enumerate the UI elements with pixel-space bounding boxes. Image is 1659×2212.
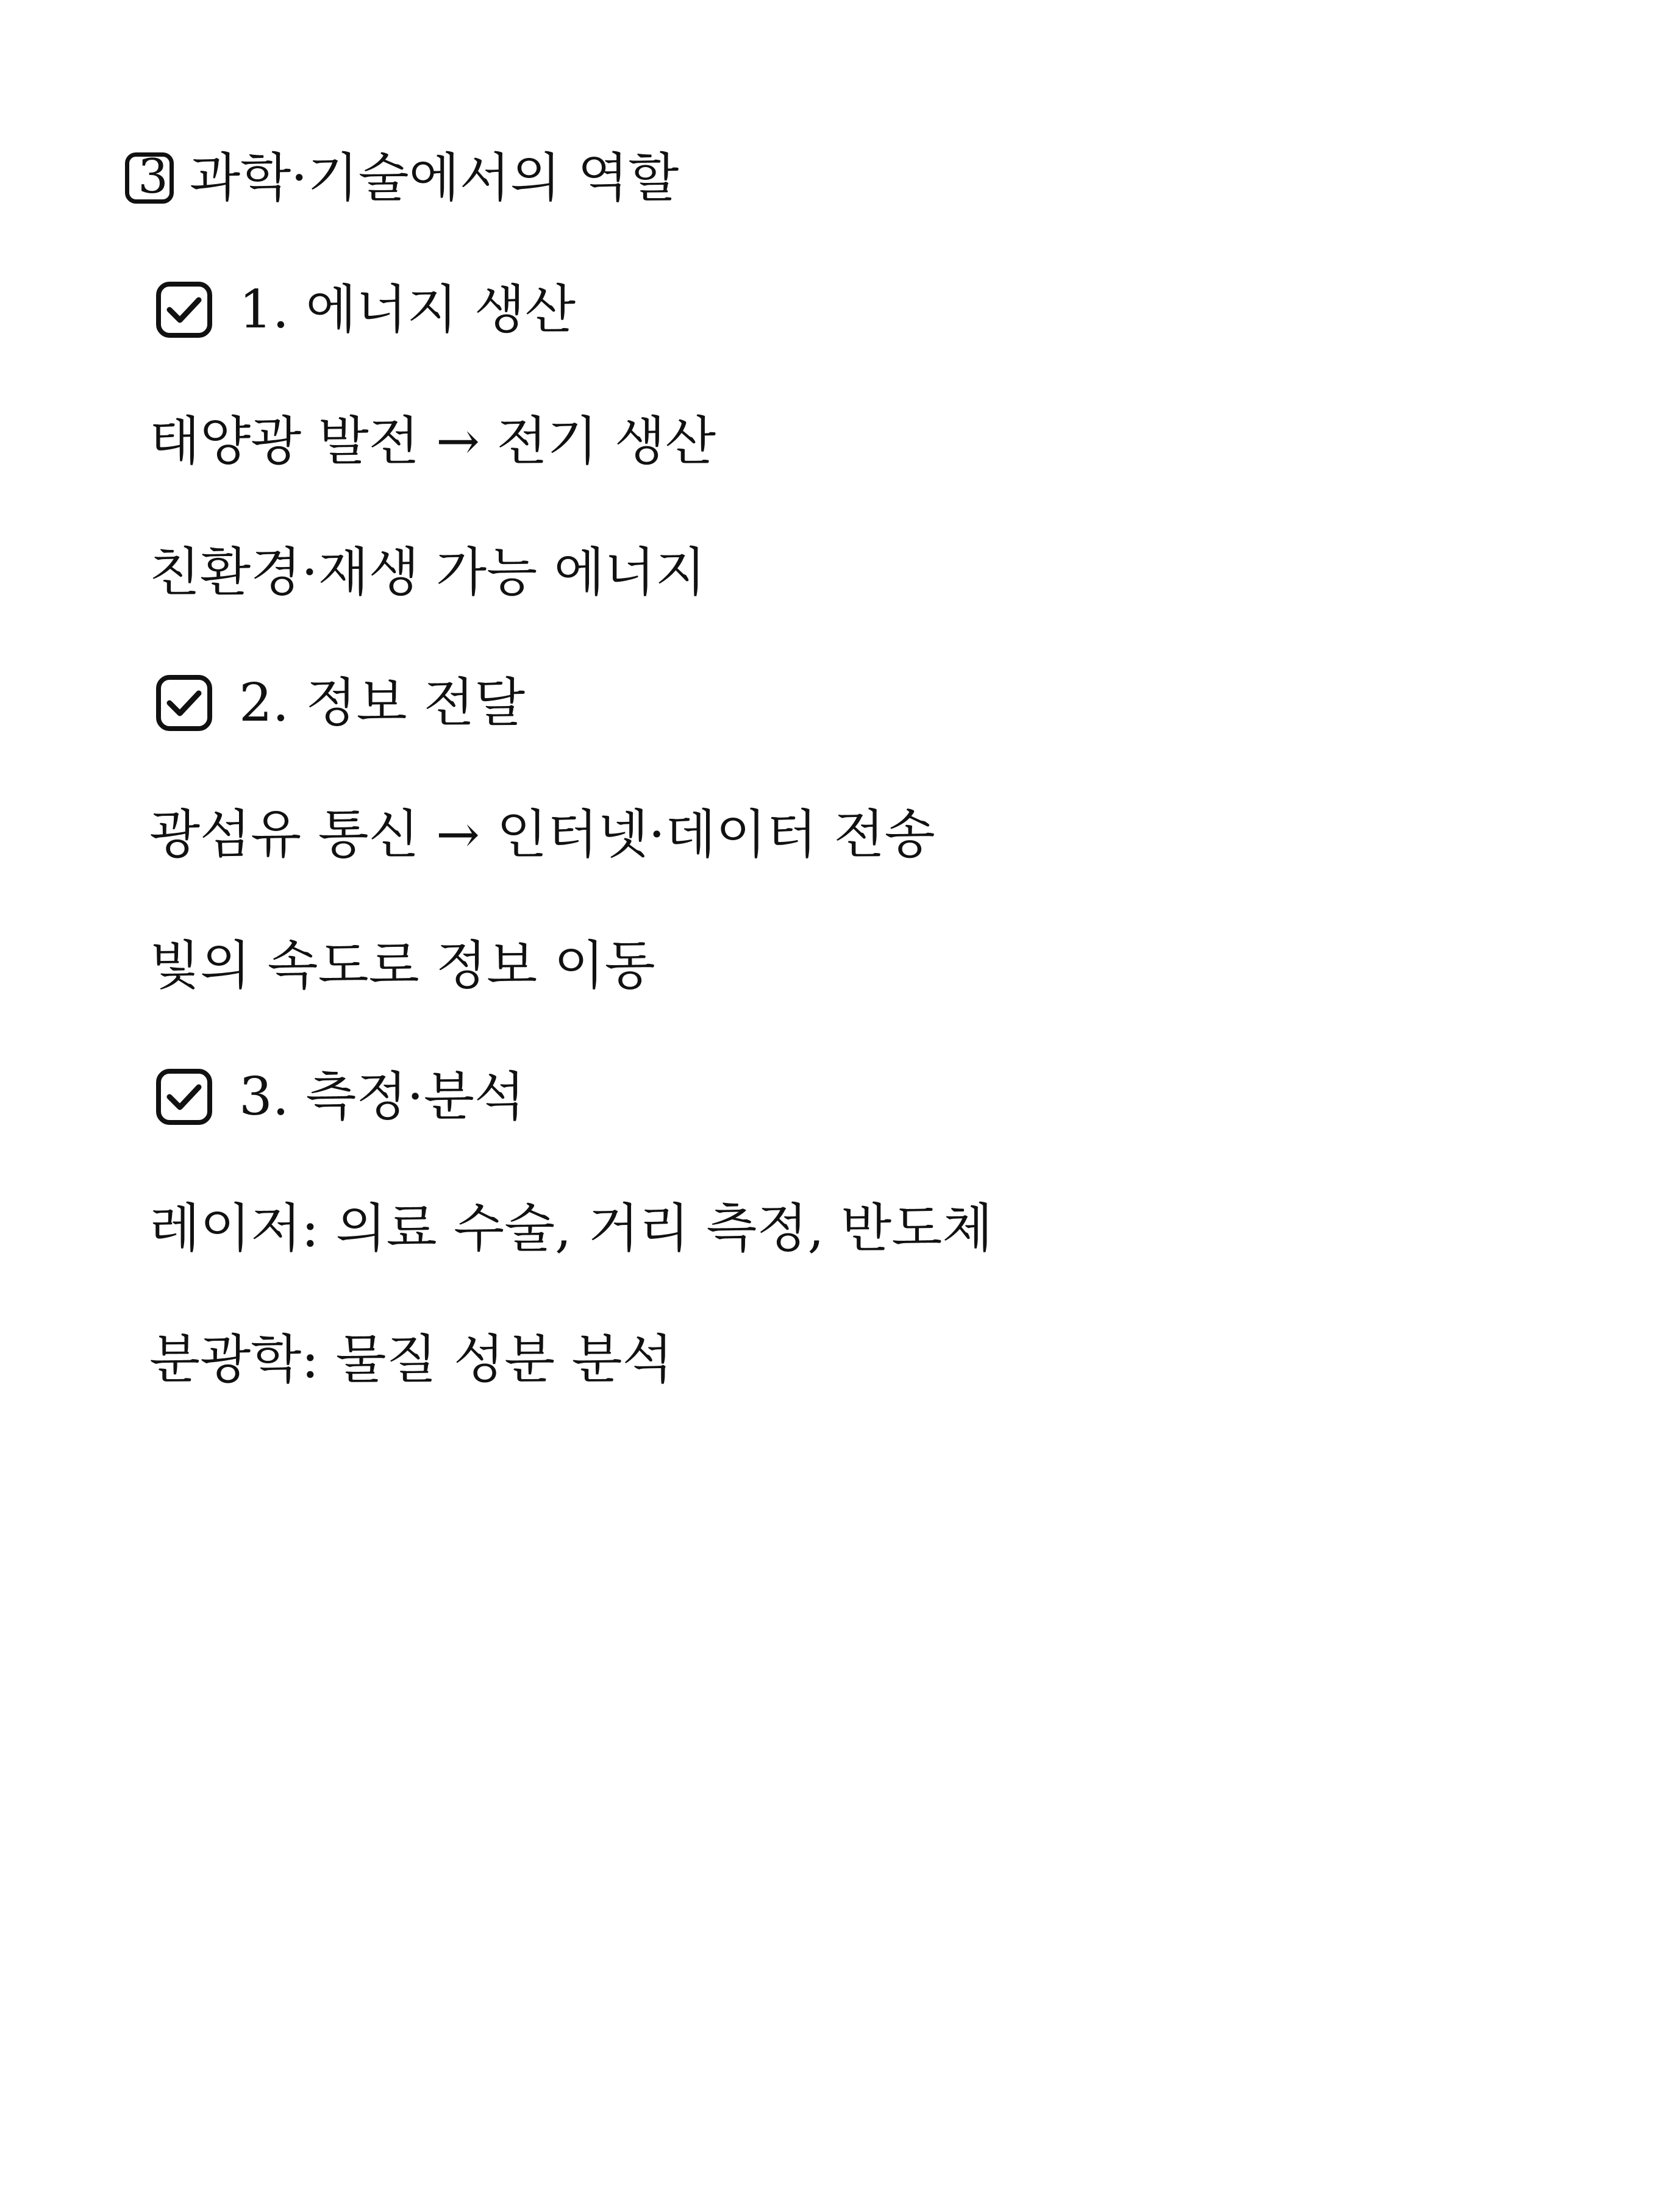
item-heading-1 — [154, 273, 576, 346]
section-heading — [125, 141, 679, 215]
checkbox-checked-icon — [154, 673, 215, 733]
item-2-line-2: 빛의 속도로 정보 이동 — [149, 935, 655, 996]
item-heading-2-title: 2. 정보 전달 — [239, 673, 526, 733]
item-heading-2 — [154, 666, 525, 740]
checkbox-checked-icon — [154, 1066, 215, 1127]
item-heading-3 — [154, 1060, 525, 1133]
item-1-line-1: 태양광 발전 → 전기 생산 — [149, 411, 716, 472]
item-3-line-2: 분광학: 물질 성분 분석 — [149, 1329, 673, 1390]
number-badge-icon: 3 — [125, 152, 174, 204]
item-heading-1-title: 1. 에너지 생산 — [239, 279, 576, 340]
item-3-line-1: 레이저: 의료 수술, 거리 측정, 반도체 — [149, 1198, 993, 1259]
item-1-line-2: 친환경·재생 가능 에너지 — [149, 542, 706, 603]
item-2-line-1: 광섬유 통신 → 인터넷·데이터 전송 — [149, 804, 935, 865]
checkbox-checked-icon — [154, 279, 215, 340]
section-heading-title: 과학·기술에서의 역할 — [190, 148, 679, 209]
item-heading-3-title: 3. 측정·분석 — [239, 1066, 526, 1127]
